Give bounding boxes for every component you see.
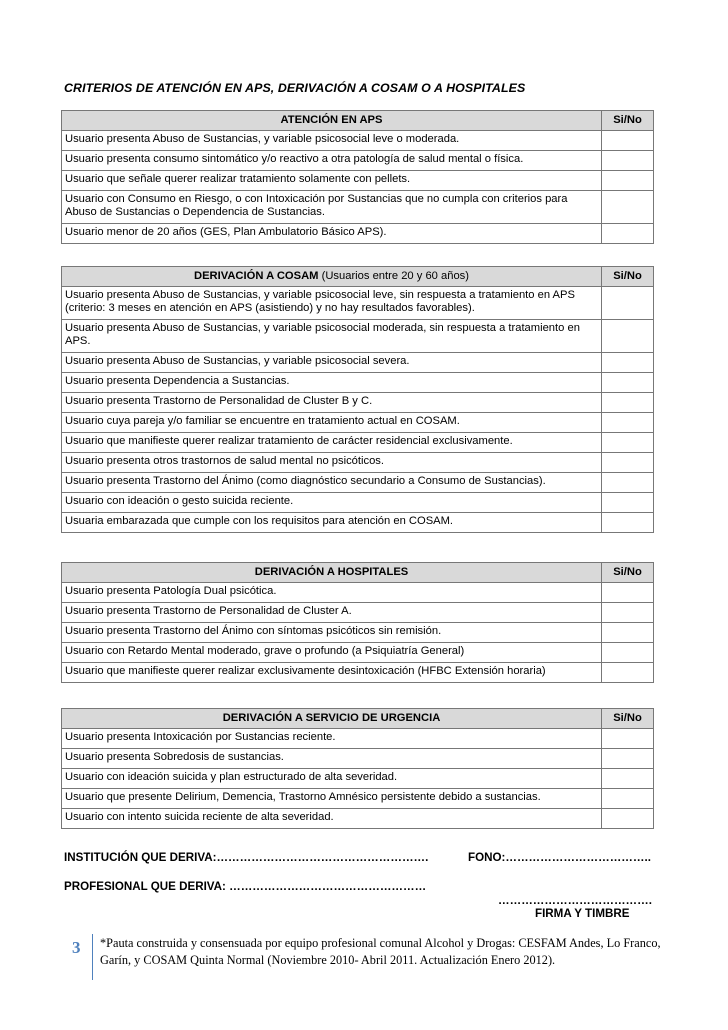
sino-header: Si/No (602, 267, 654, 287)
criterion-text: Usuario con Retardo Mental moderado, grave o profundo (a Psiquiatría General) (62, 643, 602, 663)
cosam-header-title: DERIVACIÓN A COSAM (193, 270, 319, 282)
table-header (62, 709, 654, 729)
urgencia-header: DERIVACIÓN A SERVICIO DE URGENCIA (62, 709, 602, 729)
table-row (62, 224, 654, 244)
sino-cell[interactable] (602, 809, 654, 829)
aps-header: ATENCIÓN EN APS (62, 111, 602, 131)
sino-cell[interactable] (602, 131, 654, 151)
table-row (62, 663, 654, 683)
criterion-text: Usuario presenta otros trastornos de salud mental no psicóticos. (62, 453, 602, 473)
sino-cell[interactable] (602, 287, 654, 320)
table-row (62, 513, 654, 533)
criterion-text: Usuario que presente Delirium, Demencia, Trastorno Amnésico persistente debido a sustancias. (62, 789, 602, 809)
sino-cell[interactable] (602, 749, 654, 769)
table-row (62, 453, 654, 473)
sino-cell[interactable] (602, 320, 654, 353)
fono-field[interactable]: FONO:……………………………….. (468, 851, 651, 864)
table-row (62, 729, 654, 749)
table-row (62, 413, 654, 433)
table-row (62, 373, 654, 393)
table-row (62, 433, 654, 453)
criterion-text: Usuario con ideación suicida y plan estructurado de alta severidad. (62, 769, 602, 789)
criterion-text: Usuario menor de 20 años (GES, Plan Ambulatorio Básico APS). (62, 224, 602, 244)
table-row (62, 769, 654, 789)
criterion-text: Usuario presenta Abuso de Sustancias, y variable psicosocial severa. (62, 353, 602, 373)
sino-cell[interactable] (602, 663, 654, 683)
sino-cell[interactable] (602, 413, 654, 433)
table-row (62, 171, 654, 191)
table-header (62, 267, 654, 287)
hospitales-header: DERIVACIÓN A HOSPITALES (62, 563, 602, 583)
sino-cell[interactable] (602, 623, 654, 643)
criterion-text: Usuario presenta Abuso de Sustancias, y variable psicosocial moderada, sin respuesta a tratamiento en APS. (62, 320, 602, 353)
sino-cell[interactable] (602, 493, 654, 513)
table-header (62, 111, 654, 131)
criterion-text: Usuario presenta Trastorno del Ánimo (como diagnóstico secundario a Consumo de Sustancias). (62, 473, 602, 493)
footnote: *Pauta construida y consensuada por equipo profesional comunal Alcohol y Drogas: CESFAM Andes, Lo Franco, Garín, y COSAM Quinta Normal (Noviembre 2010- Abril 2011. Actualización Enero 2012). (100, 936, 661, 967)
criterion-text: Usuario presenta Patología Dual psicótica. (62, 583, 602, 603)
criterion-text: Usuario con Consumo en Riesgo, o con Intoxicación por Sustancias que no cumpla con criterios para Abuso de Sustancias o Dependencia de Sustancias. (62, 191, 602, 224)
sino-cell[interactable] (602, 583, 654, 603)
sino-cell[interactable] (602, 191, 654, 224)
table-row (62, 151, 654, 171)
criterion-text: Usuario presenta Trastorno de Personalidad de Cluster B y C. (62, 393, 602, 413)
criterion-text: Usuario presenta Abuso de Sustancias, y variable psicosocial leve o moderada. (62, 131, 602, 151)
criterion-text: Usuario presenta consumo sintomático y/o reactivo a otra patología de salud mental o física. (62, 151, 602, 171)
criterion-text: Usuario presenta Intoxicación por Sustancias reciente. (62, 729, 602, 749)
sino-cell[interactable] (602, 151, 654, 171)
sino-cell[interactable] (602, 453, 654, 473)
table-row (62, 583, 654, 603)
table-row (62, 287, 654, 320)
table-row (62, 493, 654, 513)
urgencia-criteria-table (61, 708, 654, 829)
cosam-criteria-table (61, 266, 654, 533)
sino-cell[interactable] (602, 393, 654, 413)
criterion-text: Usuario que señale querer realizar tratamiento solamente con pellets. (62, 171, 602, 191)
page-number: 3 (72, 938, 81, 957)
table-header (62, 563, 654, 583)
sino-cell[interactable] (602, 353, 654, 373)
table-row (62, 131, 654, 151)
table-row (62, 191, 654, 224)
sino-header: Si/No (602, 709, 654, 729)
criterion-text: Usuario presenta Abuso de Sustancias, y variable psicosocial leve, sin respuesta a tratamiento en APS (criterio: 3 meses en atención en APS (asistiendo) y no hay resultados favorables). (62, 287, 602, 320)
institucion-field[interactable]: INSTITUCIÓN QUE DERIVA:………………………………………………. (64, 851, 429, 864)
table-row (62, 603, 654, 623)
table-row (62, 393, 654, 413)
sino-cell[interactable] (602, 643, 654, 663)
sino-cell[interactable] (602, 473, 654, 493)
table-row (62, 353, 654, 373)
sino-header: Si/No (602, 563, 654, 583)
sino-cell[interactable] (602, 729, 654, 749)
sino-cell[interactable] (602, 224, 654, 244)
table-row (62, 809, 654, 829)
footer-divider (92, 934, 93, 980)
criterion-text: Usuario presenta Sobredosis de sustancias. (62, 749, 602, 769)
criterion-text: Usuario cuya pareja y/o familiar se encuentre en tratamiento actual en COSAM. (62, 413, 602, 433)
sino-cell[interactable] (602, 769, 654, 789)
aps-criteria-table (61, 110, 654, 244)
criterion-text: Usuario con ideación o gesto suicida reciente. (62, 493, 602, 513)
firma-field[interactable]: …………………………………. (498, 894, 652, 907)
criterion-text: Usuario presenta Trastorno del Ánimo con síntomas psicóticos sin remisión. (62, 623, 602, 643)
sino-cell[interactable] (602, 171, 654, 191)
profesional-field[interactable]: PROFESIONAL QUE DERIVA: …………………………………………… (64, 880, 427, 893)
firma-label: FIRMA Y TIMBRE (535, 907, 630, 920)
table-row (62, 643, 654, 663)
sino-cell[interactable] (602, 789, 654, 809)
sino-cell[interactable] (602, 513, 654, 533)
criterion-text: Usuario que manifieste querer realizar tratamiento de carácter residencial exclusivamente. (62, 433, 602, 453)
criterion-text: Usuario presenta Dependencia a Sustancias. (62, 373, 602, 393)
sino-cell[interactable] (602, 433, 654, 453)
table-row (62, 749, 654, 769)
cosam-header-subtitle: (Usuarios entre 20 y 60 años) (321, 270, 469, 282)
hospitales-criteria-table (61, 562, 654, 683)
cosam-header (62, 267, 602, 287)
criterion-text: Usuario con intento suicida reciente de alta severidad. (62, 809, 602, 829)
sino-cell[interactable] (602, 603, 654, 623)
sino-cell[interactable] (602, 373, 654, 393)
table-row (62, 789, 654, 809)
sino-header: Si/No (602, 111, 654, 131)
criterion-text: Usuario presenta Trastorno de Personalidad de Cluster A. (62, 603, 602, 623)
criterion-text: Usuaria embarazada que cumple con los requisitos para atención en COSAM. (62, 513, 602, 533)
table-row (62, 320, 654, 353)
page-title: CRITERIOS DE ATENCIÓN EN APS, DERIVACIÓN A COSAM O A HOSPITALES (64, 81, 526, 95)
criterion-text: Usuario que manifieste querer realizar exclusivamente desintoxicación (HFBC Extensión horaria) (62, 663, 602, 683)
table-row (62, 623, 654, 643)
table-row (62, 473, 654, 493)
